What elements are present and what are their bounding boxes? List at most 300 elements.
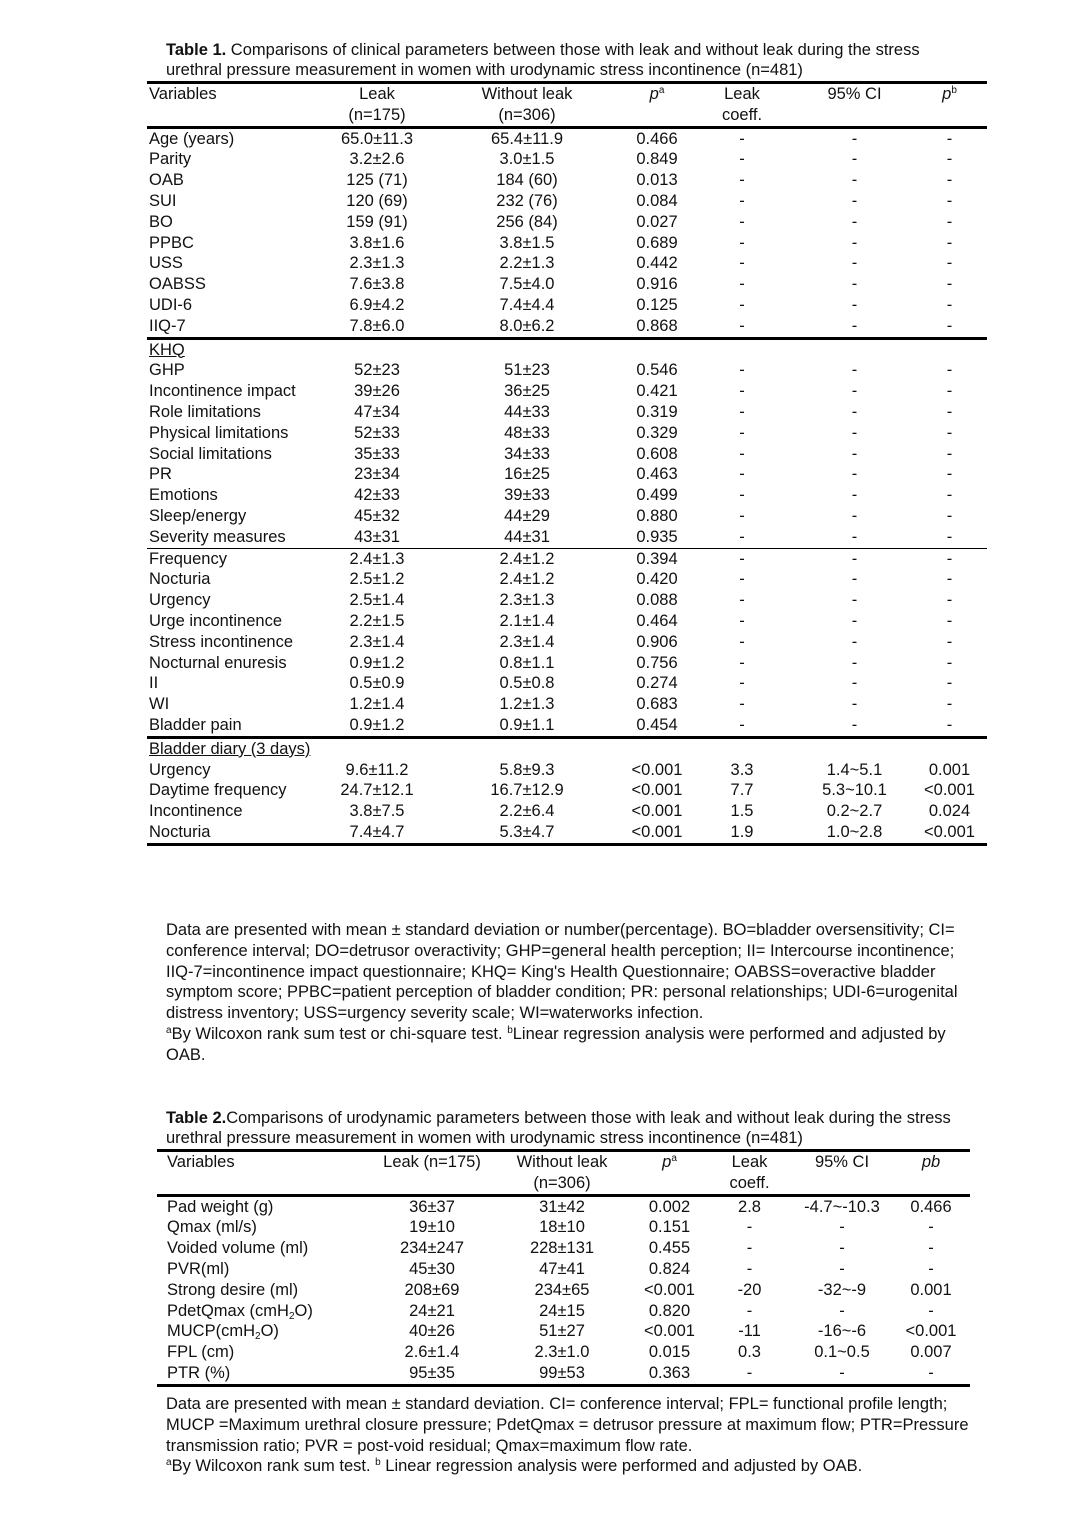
t1-clinical-row	[147, 170, 987, 191]
t1-clinical-without-leak-value: 7.4±4.4	[499, 295, 555, 314]
t2-leak-coeff: -20	[737, 1280, 762, 1299]
t1-khq-leak-value: 45±32	[354, 506, 400, 525]
table2-header-leak: Leak (n=175)	[372, 1151, 492, 1196]
t1-clinical-ci-value: -	[851, 171, 858, 190]
t1-clinical-adjusted-p-value: -	[946, 129, 953, 148]
t1-clinical-ci-value: -	[851, 254, 858, 273]
t1-diary-ci-value: 1.0~2.8	[797, 822, 912, 844]
t1-symptom-leak-value: 2.4±1.3	[349, 549, 405, 568]
t1-symptom-adjusted-p-value: -	[912, 715, 987, 737]
t2-leak-value: 95±35	[372, 1363, 492, 1385]
t1-khq-variable: Role limitations	[149, 402, 261, 421]
t1-khq-ci-value: -	[851, 382, 858, 401]
table1-header-row	[147, 83, 987, 128]
t2-variable: PTR (%)	[157, 1363, 372, 1385]
table2-caption	[166, 1108, 986, 1148]
t1-khq-ci-value: -	[851, 361, 858, 380]
t1-symptom-leak-value: 1.2±1.4	[349, 695, 405, 714]
t1-clinical-ci-value: -	[851, 129, 858, 148]
t1-clinical-p-value: 0.868	[627, 316, 687, 338]
khq-heading: KHQ	[149, 340, 185, 359]
table2-header-row	[157, 1151, 970, 1196]
t1-khq-row	[147, 381, 987, 402]
t2-without-leak-value: 234±65	[534, 1280, 590, 1299]
table1-group-symptoms	[147, 548, 987, 737]
table2-header-without-leak: Without leak (n=306)	[492, 1151, 632, 1196]
t1-khq-ci-value: -	[797, 527, 912, 548]
t1-symptom-row	[147, 548, 987, 569]
t1-symptom-adjusted-p-value: -	[946, 695, 953, 714]
t1-khq-p-value: 0.329	[636, 423, 678, 442]
t1-clinical-p-value: 0.442	[636, 254, 678, 273]
t2-row	[157, 1238, 970, 1259]
t1-khq-leak-value: 42±33	[354, 486, 400, 505]
t2-adjusted-p-value: 0.001	[910, 1280, 952, 1299]
t2-ci-value: 0.1~0.5	[814, 1343, 870, 1362]
t1-clinical-row	[147, 233, 987, 254]
t1-clinical-leak-coeff: -	[739, 191, 745, 210]
table2-header-coeff: Leak coeff.	[707, 1151, 792, 1196]
table1-header-without-leak: Without leak (n=306)	[427, 83, 627, 128]
t2-row	[157, 1321, 970, 1342]
table1-group-diary-heading	[147, 737, 987, 759]
t2-p-value: 0.363	[632, 1363, 707, 1385]
t2-p-value: 0.002	[648, 1197, 691, 1216]
t1-symptom-variable: Bladder pain	[147, 715, 327, 737]
t2-leak-value: 40±26	[409, 1322, 455, 1341]
t1-symptom-leak-coeff: -	[739, 549, 745, 568]
t2-leak-value: 208±69	[404, 1280, 460, 1299]
table1-note-tests: $^a$By Wilcoxon rank sum test or chi-square test. $^b$Linear regression analysis were performed and adjusted by OAB.	[166, 1024, 946, 1064]
table2-header-p-a: $p^a$	[632, 1151, 707, 1196]
t1-clinical-p-value: 0.027	[636, 212, 678, 231]
table1-header-coeff: Leak coeff.	[687, 83, 797, 128]
t2-p-value: <0.001	[644, 1322, 695, 1341]
t1-khq-leak-value: 43±31	[327, 527, 427, 548]
t2-without-leak-value: 2.3±1.0	[534, 1343, 590, 1362]
t2-leak-value: 24±21	[409, 1301, 455, 1320]
t1-clinical-p-value: 0.125	[636, 295, 678, 314]
t1-clinical-p-value: 0.084	[636, 191, 678, 210]
table1-group-khq-heading	[147, 338, 987, 360]
t2-p-value: 0.455	[648, 1239, 691, 1258]
t1-clinical-adjusted-p-value: -	[946, 254, 953, 273]
t2-adjusted-p-value: -	[892, 1363, 970, 1385]
t2-variable: PdetQmax (cmH$_2$O)	[167, 1301, 313, 1322]
t1-symptom-leak-coeff: -	[739, 695, 745, 714]
t2-ci-value: -	[839, 1218, 845, 1237]
t2-adjusted-p-value: -	[928, 1239, 934, 1258]
t1-khq-variable: Social limitations	[149, 444, 272, 463]
t1-symptom-without-leak-value: 2.4±1.2	[499, 570, 555, 589]
t1-clinical-leak-coeff: -	[739, 150, 745, 169]
t1-khq-p-value: 0.880	[636, 506, 678, 525]
t1-symptom-ci-value: -	[851, 611, 858, 630]
t2-without-leak-value: 99±53	[492, 1363, 632, 1385]
t1-symptom-p-value: 0.906	[636, 632, 678, 651]
t1-clinical-variable: Age (years)	[149, 129, 235, 148]
t2-variable: PVR(ml)	[167, 1259, 230, 1278]
table2-caption-text: Comparisons of urodynamic parameters between those with leak and without leak during the stress urethral pressure measurement in women with urodynamic stress incontinence (n=481)	[166, 1109, 951, 1147]
t1-symptom-variable: Stress incontinence	[149, 632, 293, 651]
t2-p-value: 0.824	[648, 1259, 691, 1278]
t1-clinical-without-leak-value: 7.5±4.0	[499, 275, 555, 294]
t1-diary-variable: Nocturia	[147, 822, 327, 844]
t1-khq-leak-coeff: -	[739, 486, 745, 505]
t1-diary-p-value: <0.001	[631, 760, 683, 779]
t1-khq-row	[147, 402, 987, 423]
t1-khq-p-value: 0.463	[636, 465, 678, 484]
t1-diary-variable: Incontinence	[149, 802, 243, 821]
t1-clinical-leak-value: 120 (69)	[346, 191, 408, 210]
t1-diary-leak-value: 7.4±4.7	[327, 822, 427, 844]
t1-symptom-row	[147, 653, 987, 674]
t2-ci-value: -32~-9	[817, 1280, 867, 1299]
t1-khq-ci-value: -	[851, 423, 858, 442]
t1-symptom-leak-value: 0.9±1.2	[349, 653, 405, 672]
t1-diary-leak-coeff: 1.9	[687, 822, 797, 844]
t2-adjusted-p-value: 0.466	[910, 1197, 952, 1216]
table2-body	[157, 1195, 970, 1385]
t1-symptom-leak-coeff: -	[739, 674, 745, 693]
table1-header-p-b: $p^b$	[912, 83, 987, 128]
t1-diary-leak-coeff: 7.7	[730, 781, 754, 800]
t1-clinical-ci-value: -	[851, 150, 858, 169]
table1-header-variables: Variables	[147, 83, 327, 128]
t1-khq-adjusted-p-value: -	[946, 506, 953, 525]
t1-clinical-adjusted-p-value: -	[946, 275, 953, 294]
t1-clinical-ci-value: -	[851, 212, 858, 231]
t1-diary-adjusted-p-value: <0.001	[912, 822, 987, 844]
t1-symptom-variable: Frequency	[149, 549, 227, 568]
t1-khq-row	[147, 360, 987, 381]
t1-khq-ci-value: -	[851, 486, 858, 505]
t1-khq-adjusted-p-value: -	[946, 423, 953, 442]
t1-symptom-ci-value: -	[851, 570, 858, 589]
t2-leak-value: 2.6±1.4	[404, 1343, 460, 1362]
t1-khq-row	[147, 506, 987, 527]
t1-symptom-ci-value: -	[851, 695, 858, 714]
t2-ci-value: -	[839, 1259, 845, 1278]
t1-khq-leak-value: 39±26	[354, 382, 400, 401]
t1-symptom-row	[147, 632, 987, 653]
t1-khq-variable: Severity measures	[147, 527, 327, 548]
t2-ci-value: -	[792, 1363, 892, 1385]
t1-khq-ci-value: -	[851, 506, 858, 525]
table2-header-p-b: pb	[892, 1151, 970, 1196]
t1-diary-leak-coeff: 3.3	[730, 760, 754, 779]
t1-symptom-variable: Urgency	[149, 591, 211, 610]
t1-khq-adjusted-p-value: -	[946, 486, 953, 505]
t2-variable: FPL (cm)	[167, 1343, 235, 1362]
t1-khq-p-value: 0.608	[636, 444, 678, 463]
table1-notes	[166, 920, 966, 1066]
t1-clinical-ci-value: -	[851, 233, 858, 252]
t1-khq-leak-value: 35±33	[354, 444, 400, 463]
t1-diary-without-leak-value: 5.8±9.3	[499, 760, 555, 779]
t2-variable: Qmax (ml/s)	[167, 1218, 257, 1237]
t1-diary-leak-coeff: 1.5	[730, 802, 754, 821]
t2-leak-coeff: -	[707, 1363, 792, 1385]
t1-khq-p-value: 0.935	[627, 527, 687, 548]
t2-ci-value: -	[839, 1301, 845, 1320]
t2-leak-coeff: -	[746, 1259, 753, 1278]
t1-symptom-ci-value: -	[851, 674, 858, 693]
t1-clinical-without-leak-value: 3.8±1.5	[499, 233, 555, 252]
t1-khq-without-leak-value: 48±33	[504, 423, 550, 442]
t1-khq-without-leak-value: 44±33	[504, 402, 550, 421]
t1-clinical-leak-value: 2.3±1.3	[349, 254, 405, 273]
t2-leak-coeff: -11	[738, 1322, 761, 1341]
t1-clinical-variable: PPBC	[149, 233, 194, 252]
t1-clinical-without-leak-value: 232 (76)	[496, 191, 558, 210]
t2-leak-coeff: -	[746, 1301, 753, 1320]
table1-caption-text: Comparisons of clinical parameters between those with leak and without leak during the stress urethral pressure measurement in women with urodynamic stress incontinence (n=481)	[166, 41, 920, 79]
t1-clinical-without-leak-value: 3.0±1.5	[499, 150, 555, 169]
t1-khq-ci-value: -	[851, 402, 858, 421]
t1-diary-row	[147, 822, 987, 844]
t1-clinical-leak-value: 159 (91)	[346, 212, 408, 231]
t1-clinical-leak-value: 3.8±1.6	[349, 233, 405, 252]
t2-leak-value: 234±247	[399, 1239, 465, 1258]
t1-khq-leak-coeff: -	[739, 382, 745, 401]
t1-clinical-leak-coeff: -	[739, 171, 745, 190]
t1-symptom-leak-value: 2.5±1.4	[349, 591, 405, 610]
t1-clinical-leak-value: 125 (71)	[346, 171, 408, 190]
t1-khq-variable: Emotions	[149, 486, 218, 505]
table1-header-p-a: $p^a$	[627, 83, 687, 128]
t2-leak-coeff: -	[746, 1218, 753, 1237]
t2-row	[157, 1363, 970, 1385]
t1-clinical-adjusted-p-value: -	[912, 316, 987, 338]
table2-header-variables: Variables	[157, 1151, 372, 1196]
t1-symptom-ci-value: -	[797, 715, 912, 737]
t1-clinical-p-value: 0.916	[636, 275, 678, 294]
t1-khq-leak-value: 52±23	[354, 361, 400, 380]
t1-clinical-adjusted-p-value: -	[946, 212, 953, 231]
t1-khq-leak-coeff: -	[739, 465, 745, 484]
t1-diary-leak-value: 3.8±7.5	[349, 802, 405, 821]
t1-symptom-adjusted-p-value: -	[946, 674, 953, 693]
t1-clinical-ci-value: -	[851, 295, 858, 314]
t2-row	[157, 1280, 970, 1301]
t1-clinical-row	[147, 295, 987, 316]
table1-note-abbreviations: Data are presented with mean ± standard deviation or number(percentage). BO=bladder oversensitivity; CI= conference interval; DO=detrusor overactivity; GHP=general health perception; II= Intercourse incontinence; IIQ-7=incontinence impact questionnaire; KHQ= King's Health Questionnaire; OABSS=overactive bladder symptom score; PPBC=patient perception of bladder condition; PR: personal relationships; UDI-6=urogenital distress inventory; USS=urgency severity scale; WI=waterworks infection.	[166, 921, 958, 1023]
t1-clinical-row	[147, 274, 987, 295]
t1-symptom-variable: Nocturia	[149, 570, 211, 589]
t2-p-value: <0.001	[644, 1280, 695, 1299]
table1-caption	[166, 40, 966, 80]
t2-adjusted-p-value: 0.007	[910, 1343, 952, 1362]
t1-khq-row	[147, 464, 987, 485]
t1-clinical-adjusted-p-value: -	[946, 233, 953, 252]
t1-clinical-leak-value: 65.0±11.3	[340, 129, 414, 148]
t1-khq-row	[147, 423, 987, 444]
t1-clinical-without-leak-value: 184 (60)	[496, 171, 558, 190]
t1-symptom-without-leak-value: 0.9±1.1	[427, 715, 627, 737]
t2-p-value: 0.820	[648, 1301, 691, 1320]
table1	[147, 81, 987, 846]
t1-symptom-without-leak-value: 2.4±1.2	[499, 549, 555, 568]
t1-clinical-adjusted-p-value: -	[946, 171, 953, 190]
t2-leak-value: 19±10	[409, 1218, 455, 1237]
t1-khq-variable: Incontinence impact	[149, 382, 296, 401]
t1-clinical-variable: OAB	[149, 171, 184, 190]
t2-row	[157, 1342, 970, 1363]
t1-symptom-p-value: 0.394	[636, 549, 678, 568]
table1-label: Table 1.	[166, 41, 227, 59]
t1-clinical-row	[147, 127, 987, 149]
t2-without-leak-value: 47±41	[539, 1259, 585, 1278]
t1-khq-adjusted-p-value: -	[946, 382, 953, 401]
t1-clinical-leak-coeff: -	[739, 233, 745, 252]
t1-symptom-row	[147, 611, 987, 632]
t1-khq-adjusted-p-value: -	[946, 402, 953, 421]
t1-clinical-row	[147, 191, 987, 212]
t1-khq-variable: GHP	[149, 361, 185, 380]
t2-variable: MUCP(cmH$_2$O)	[167, 1322, 279, 1343]
t1-clinical-adjusted-p-value: -	[946, 191, 953, 210]
bladder-diary-heading: Bladder diary (3 days)	[149, 739, 311, 758]
t1-symptom-without-leak-value: 2.3±1.4	[499, 632, 555, 651]
t1-symptom-leak-value: 2.3±1.4	[349, 632, 405, 651]
t1-symptom-ci-value: -	[851, 549, 858, 568]
table2-header-ci: 95% CI	[792, 1151, 892, 1196]
t1-symptom-row	[147, 673, 987, 694]
t1-khq-p-value: 0.499	[636, 486, 678, 505]
t1-clinical-without-leak-value: 2.2±1.3	[499, 254, 555, 273]
t1-symptom-row	[147, 715, 987, 737]
t2-ci-value: -16~-6	[817, 1322, 867, 1341]
t1-symptom-leak-coeff: -	[739, 653, 745, 672]
t1-khq-adjusted-p-value: -	[946, 444, 953, 463]
t2-variable: Voided volume (ml)	[167, 1239, 309, 1258]
t1-symptom-leak-coeff: -	[739, 591, 745, 610]
t1-clinical-leak-coeff: -	[687, 316, 797, 338]
t1-clinical-variable: OABSS	[149, 275, 206, 294]
t1-khq-adjusted-p-value: -	[946, 465, 953, 484]
table1-group-clinical	[147, 127, 987, 338]
t1-diary-adjusted-p-value: 0.001	[928, 760, 971, 779]
t1-khq-adjusted-p-value: -	[946, 361, 953, 380]
t2-adjusted-p-value: <0.001	[905, 1322, 957, 1341]
t1-khq-leak-value: 52±33	[354, 423, 400, 442]
t1-symptom-ci-value: -	[851, 591, 858, 610]
t2-leak-coeff: -	[746, 1239, 753, 1258]
t1-khq-without-leak-value: 44±29	[504, 506, 550, 525]
t1-khq-leak-value: 47±34	[354, 402, 400, 421]
t1-symptom-p-value: 0.683	[636, 695, 678, 714]
t1-symptom-leak-value: 0.9±1.2	[327, 715, 427, 737]
t1-diary-p-value: <0.001	[631, 781, 683, 800]
t1-khq-without-leak-value: 34±33	[504, 444, 550, 463]
t1-symptom-variable: II	[149, 674, 159, 693]
t2-p-value: 0.151	[648, 1218, 691, 1237]
t1-diary-without-leak-value: 2.2±6.4	[499, 802, 555, 821]
t2-row	[157, 1195, 970, 1217]
t2-leak-value: 36±37	[409, 1197, 455, 1216]
t1-clinical-variable: UDI-6	[149, 295, 193, 314]
t1-symptom-adjusted-p-value: -	[946, 653, 953, 672]
t2-without-leak-value: 31±42	[539, 1197, 585, 1216]
t1-khq-leak-coeff: -	[739, 423, 745, 442]
t1-symptom-adjusted-p-value: -	[946, 591, 953, 610]
t1-clinical-variable: Parity	[149, 150, 192, 169]
t2-adjusted-p-value: -	[928, 1218, 934, 1237]
t1-symptom-variable: WI	[149, 695, 170, 714]
t1-clinical-leak-value: 6.9±4.2	[349, 295, 405, 314]
t2-ci-value: -	[839, 1239, 845, 1258]
t1-symptom-leak-coeff: -	[739, 632, 745, 651]
t1-khq-adjusted-p-value: -	[912, 527, 987, 548]
t1-clinical-row	[147, 212, 987, 233]
t1-clinical-leak-value: 7.6±3.8	[349, 275, 405, 294]
t1-clinical-leak-coeff: -	[739, 275, 745, 294]
t1-clinical-variable: SUI	[149, 191, 177, 210]
t1-symptom-ci-value: -	[851, 653, 858, 672]
t1-clinical-p-value: 0.013	[636, 171, 678, 190]
t2-leak-coeff: 0.3	[738, 1343, 761, 1362]
t1-symptom-without-leak-value: 2.1±1.4	[499, 611, 555, 630]
t1-diary-ci-value: 1.4~5.1	[826, 760, 883, 779]
table1-header-leak: Leak (n=175)	[327, 83, 427, 128]
t1-clinical-leak-coeff: -	[739, 129, 745, 148]
t1-symptom-p-value: 0.454	[627, 715, 687, 737]
t1-clinical-ci-value: -	[851, 275, 858, 294]
t1-clinical-ci-value: -	[851, 191, 858, 210]
t1-diary-without-leak-value: 16.7±12.9	[490, 781, 564, 800]
t1-clinical-adjusted-p-value: -	[946, 150, 953, 169]
t1-khq-leak-coeff: -	[739, 361, 745, 380]
table2-note-abbreviations: Data are presented with mean ± standard deviation. CI= conference interval; FPL= functional profile length; MUCP =Maximum urethral closure pressure; PdetQmax = detrusor pressure at maximum flow; PTR=Pressure transmission ratio; PVR = post-void residual; Qmax=maximum flow rate.	[166, 1395, 969, 1455]
t1-clinical-variable: IIQ-7	[147, 316, 327, 338]
table1-group-khq	[147, 360, 987, 548]
t1-symptom-leak-value: 2.2±1.5	[349, 611, 405, 630]
t1-khq-leak-coeff: -	[739, 402, 745, 421]
t1-symptom-leak-coeff: -	[687, 715, 797, 737]
t2-leak-value: 45±30	[409, 1259, 455, 1278]
t2-without-leak-value: 228±131	[529, 1239, 595, 1258]
t1-clinical-row	[147, 316, 987, 338]
t1-khq-variable: PR	[149, 465, 172, 484]
t1-symptom-row	[147, 569, 987, 590]
t2-variable: Strong desire (ml)	[167, 1280, 299, 1299]
t1-symptom-p-value: 0.756	[636, 653, 678, 672]
t1-symptom-without-leak-value: 2.3±1.3	[499, 591, 555, 610]
t1-khq-p-value: 0.421	[636, 382, 678, 401]
t1-clinical-adjusted-p-value: -	[946, 295, 953, 314]
t1-diary-ci-value: 5.3~10.1	[822, 781, 887, 800]
t1-clinical-without-leak-value: 8.0±6.2	[427, 316, 627, 338]
t1-khq-leak-coeff: -	[739, 444, 745, 463]
t1-khq-row	[147, 444, 987, 465]
t2-row	[157, 1259, 970, 1280]
t1-symptom-adjusted-p-value: -	[946, 570, 953, 589]
t1-symptom-variable: Nocturnal enuresis	[149, 653, 287, 672]
t1-clinical-row	[147, 253, 987, 274]
t1-diary-leak-value: 9.6±11.2	[345, 760, 409, 779]
t2-adjusted-p-value: -	[928, 1259, 934, 1278]
t1-symptom-row	[147, 590, 987, 611]
t1-khq-without-leak-value: 39±33	[504, 486, 550, 505]
t1-symptom-ci-value: -	[851, 632, 858, 651]
t1-symptom-adjusted-p-value: -	[946, 611, 953, 630]
t1-diary-variable: Daytime frequency	[149, 781, 287, 800]
t1-clinical-variable: USS	[149, 254, 183, 273]
t1-diary-leak-value: 24.7±12.1	[340, 781, 414, 800]
t2-without-leak-value: 24±15	[539, 1301, 585, 1320]
t1-clinical-variable: BO	[149, 212, 173, 231]
